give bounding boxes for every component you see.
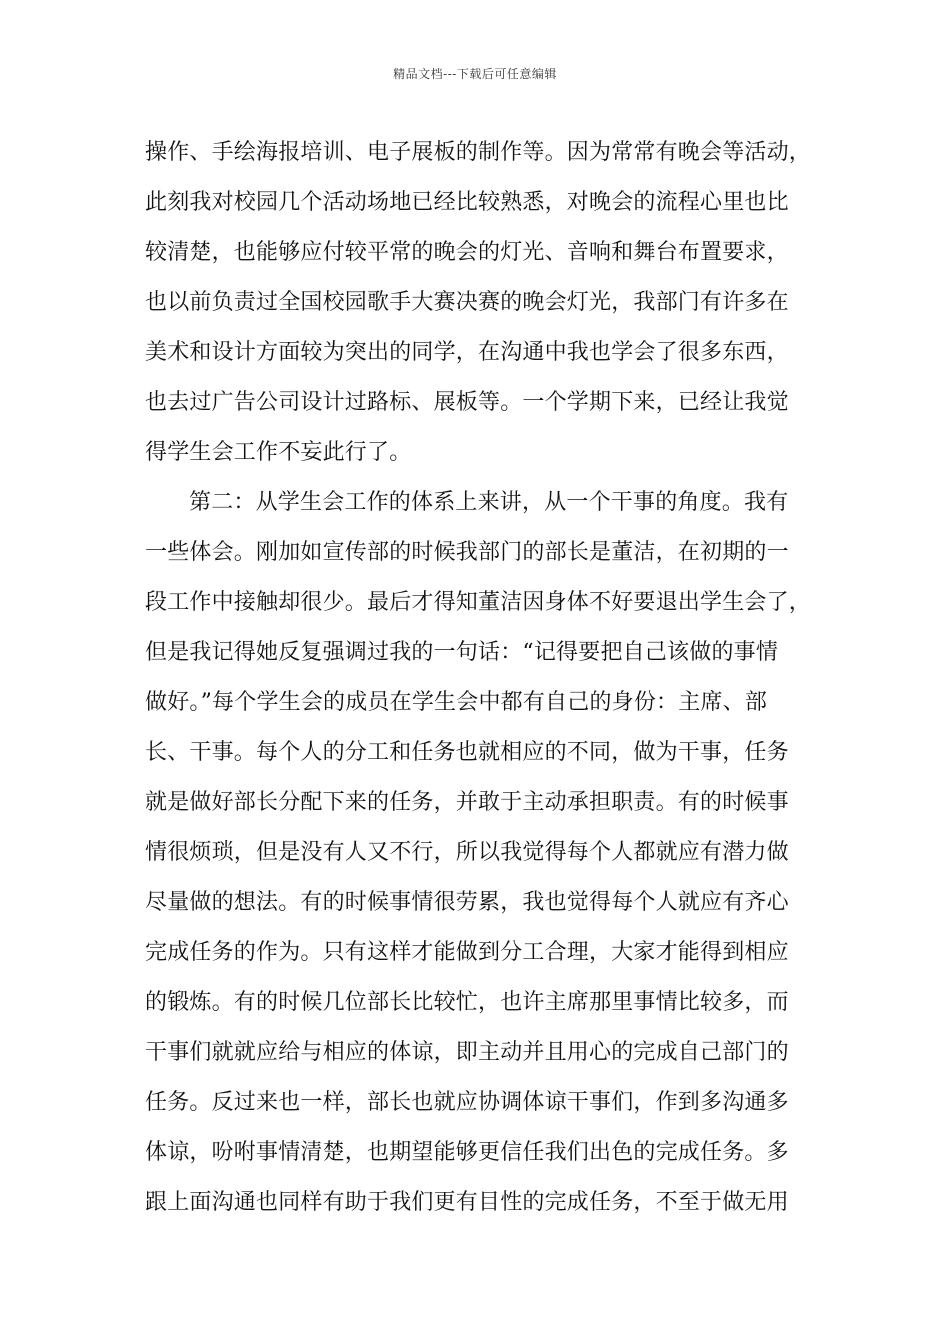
text-line: 操作、手绘海报培训、电子展板的制作等。因为常常有晚会等活动，	[145, 140, 812, 165]
text-line: 长、干事。每个人的分工和任务也就相应的不同，做为干事，任务	[145, 740, 789, 765]
text-line: 的锻炼。有的时候几位部长比较忙，也许主席那里事情比较多，而	[145, 990, 789, 1015]
text-line: 也去过广告公司设计过路标、展板等。一个学期下来，已经让我觉	[145, 390, 789, 415]
document-body	[145, 128, 815, 1228]
text-line: 做好。”每个学生会的成员在学生会中都有自己的身份：主席、部	[145, 690, 768, 715]
text-line: 美术和设计方面较为突出的同学，在沟通中我也学会了很多东西，	[145, 340, 789, 365]
text-line: 跟上面沟通也同样有助于我们更有目性的完成任务，不至于做无用	[145, 1190, 789, 1215]
text-line: 完成任务的作为。只有这样才能做到分工合理，大家才能得到相应	[145, 940, 789, 965]
text-line: 也以前负责过全国校园歌手大赛决赛的晚会灯光，我部门有许多在	[145, 290, 789, 315]
paragraph-2	[145, 478, 815, 1228]
text-line: 此刻我对校园几个活动场地已经比较熟悉，对晚会的流程心里也比	[145, 190, 789, 215]
text-line: 一些体会。刚加如宣传部的时候我部门的部长是董洁，在初期的一	[145, 540, 789, 565]
text-line: 情很烦琐，但是没有人又不行，所以我觉得每个人都就应有潜力做	[145, 840, 789, 865]
text-line: 任务。反过来也一样，部长也就应协调体谅干事们，作到多沟通多	[145, 1090, 789, 1115]
text-line: 体谅，吩咐事情清楚，也期望能够更信任我们出色的完成任务。多	[145, 1140, 789, 1165]
text-line: 段工作中接触却很少。最后才得知董洁因身体不好要退出学生会了，	[145, 590, 812, 615]
text-line: 较清楚，也能够应付较平常的晚会的灯光、音响和舞台布置要求，	[145, 240, 789, 265]
text-line: 就是做好部长分配下来的任务，并敢于主动承担职责。有的时候事	[145, 790, 789, 815]
page-header: 精品文档---下载后可任意编辑	[393, 67, 557, 81]
text-line: 但是我记得她反复强调过我的一句话：“记得要把自己该做的事情	[145, 640, 779, 665]
text-line: 尽量做的想法。有的时候事情很劳累，我也觉得每个人就应有齐心	[145, 890, 789, 915]
text-line: 干事们就就应给与相应的体谅，即主动并且用心的完成自己部门的	[145, 1040, 789, 1065]
paragraph-1	[145, 128, 815, 478]
text-line: 得学生会工作不妄此行了。	[145, 440, 412, 465]
text-line: 第二：从学生会工作的体系上来讲，从一个干事的角度。我有	[189, 490, 789, 515]
